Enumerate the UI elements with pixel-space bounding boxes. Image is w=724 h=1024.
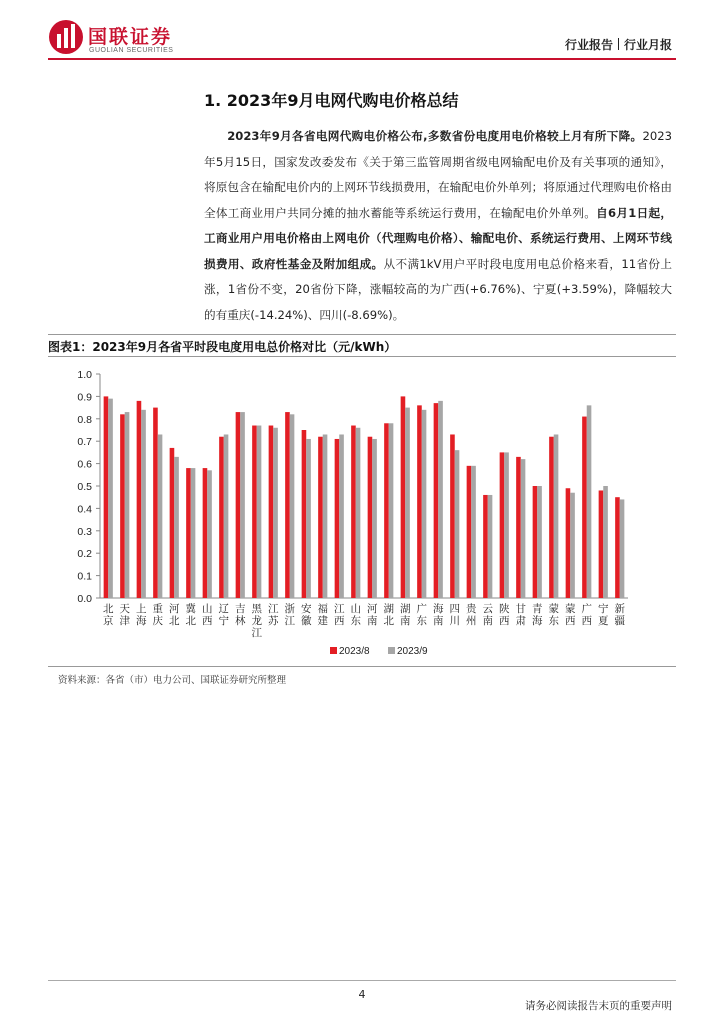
y-tick-label: 0.7 — [77, 436, 92, 449]
logo-mark-icon — [48, 18, 84, 56]
svg-text:苏: 苏 — [268, 615, 279, 627]
bar-sep — [306, 439, 311, 598]
svg-text:冀: 冀 — [185, 603, 196, 615]
footer-disclaimer: 请务必阅读报告末页的重要声明 — [525, 1000, 672, 1012]
y-tick-label: 0.0 — [77, 593, 92, 605]
svg-text:州: 州 — [466, 615, 477, 627]
bar-aug — [137, 401, 142, 598]
bar-sep — [603, 486, 608, 598]
x-tick-label — [400, 602, 411, 627]
svg-text:四: 四 — [449, 603, 460, 615]
svg-text:海: 海 — [136, 615, 147, 627]
svg-text:西: 西 — [581, 615, 592, 627]
legend-label: 2023/9 — [397, 646, 428, 657]
legend-swatch — [388, 647, 395, 654]
x-tick-label — [615, 603, 626, 627]
x-tick-label — [186, 602, 197, 627]
x-tick-label — [334, 603, 345, 627]
svg-text:南: 南 — [482, 615, 493, 627]
bar-sep — [455, 450, 460, 598]
bar-sep — [587, 405, 592, 598]
svg-text:江: 江 — [334, 603, 345, 615]
figure-title-rule — [48, 356, 676, 357]
figure-top-rule — [48, 334, 676, 335]
bar-aug — [417, 405, 422, 598]
svg-text:湖: 湖 — [383, 603, 394, 615]
x-tick-label — [268, 603, 279, 627]
bar-sep — [240, 412, 245, 598]
bar-aug — [153, 408, 158, 598]
bar-sep — [125, 412, 130, 598]
svg-text:建: 建 — [317, 615, 328, 627]
body-text-2: 从不满1kV用户平时段电度用电总价格来看，11省份上涨，1省份不变，20省份下降，涨幅较高的为广西(+6.76%)、宁夏(+3.59%)，降幅较大的有重庆(-14.24%)、四川(-8.69%)。 — [204, 256, 672, 322]
x-tick-label — [103, 603, 114, 627]
x-tick-label — [301, 602, 312, 627]
x-tick-label — [169, 603, 180, 627]
x-tick-label — [318, 602, 329, 627]
bar-sep — [471, 466, 476, 598]
x-tick-label — [433, 602, 444, 627]
svg-text:山: 山 — [202, 603, 213, 615]
svg-text:海: 海 — [433, 603, 444, 615]
svg-text:津: 津 — [119, 615, 130, 627]
svg-text:新: 新 — [614, 603, 625, 615]
bar-aug — [467, 466, 472, 598]
figure-source: 资料来源：各省（市）电力公司、国联证券研究所整理 — [58, 675, 287, 686]
bar-sep — [273, 428, 278, 598]
x-tick-label — [120, 603, 131, 627]
bar-sep — [372, 439, 377, 598]
svg-text:辽: 辽 — [218, 603, 229, 615]
bar-aug — [549, 437, 554, 598]
svg-text:夏: 夏 — [598, 615, 609, 627]
figure-bottom-rule — [48, 666, 676, 667]
body-text-1: 2023年5月15日，国家发改委发布《关于第三监管周期省级电网输配电价及有关事项的通知》，将原包含在输配电价内的上网环节线损费用，在输配电价外单列；将原通过代理购电价格由全体工商业用户共同分摊的抽水蓄能等系统运行费用，在输配电价外单列。 — [204, 129, 672, 220]
bar-sep — [570, 493, 575, 598]
bar-sep — [108, 399, 113, 598]
bar-sep — [158, 434, 163, 598]
page-number: 4 — [358, 988, 366, 1001]
svg-text:南: 南 — [433, 615, 444, 627]
x-tick-label — [516, 602, 527, 627]
x-tick-label — [598, 602, 609, 627]
x-tick-label — [450, 603, 461, 627]
bar-sep — [207, 470, 212, 598]
header-divider — [48, 58, 676, 60]
bar-sep — [554, 434, 559, 598]
bar-aug — [203, 468, 208, 598]
bar-aug — [368, 437, 373, 598]
svg-text:天: 天 — [119, 603, 130, 615]
footer-divider — [48, 980, 676, 981]
legend-swatch — [330, 647, 337, 654]
svg-text:南: 南 — [367, 615, 378, 627]
svg-text:西: 西 — [565, 615, 576, 627]
bold-sentence: 自6月1日起，工商业用户用电价格由上网电价（代理购电价格）、输配电价、系统运行费用、上网环节线损费用、政府性基金及附加组成。 — [204, 205, 672, 271]
svg-text:蒙: 蒙 — [565, 603, 576, 615]
bar-aug — [170, 448, 175, 598]
svg-text:湖: 湖 — [400, 603, 411, 615]
y-tick-label: 0.8 — [77, 413, 92, 426]
svg-text:肃: 肃 — [515, 615, 526, 627]
bar-sep — [537, 486, 542, 598]
x-tick-label — [351, 602, 362, 627]
bar-aug — [335, 439, 340, 598]
bar-sep — [339, 434, 344, 598]
bar-sep — [224, 434, 229, 598]
bar-aug — [186, 468, 191, 598]
x-tick-label — [582, 602, 593, 627]
svg-text:川: 川 — [449, 615, 460, 627]
bar-sep — [620, 499, 625, 598]
svg-text:京: 京 — [103, 615, 114, 627]
x-tick-label — [417, 602, 428, 627]
x-tick-label — [483, 603, 494, 627]
section-title: 1. 2023年9月电网代购电价格总结 — [204, 91, 459, 110]
bar-sep — [174, 457, 179, 598]
bar-aug — [120, 414, 125, 598]
bar-aug — [252, 426, 257, 598]
logo-text-cn: 国联证券 — [88, 26, 173, 48]
svg-text:江: 江 — [284, 615, 295, 627]
bar-aug — [533, 486, 538, 598]
bar-aug — [401, 396, 406, 598]
svg-text:江: 江 — [251, 627, 262, 639]
bar-aug — [302, 430, 307, 598]
lead-sentence: 2023年9月各省电网代购电价格公布,多数省份电度用电价格较上月有所下降。 — [227, 129, 643, 143]
bar-sep — [521, 459, 526, 598]
x-tick-label — [549, 602, 560, 627]
svg-text:广: 广 — [581, 603, 592, 615]
svg-text:西: 西 — [334, 615, 345, 627]
brand-logo — [48, 18, 198, 58]
bar-aug — [285, 412, 290, 598]
bar-aug — [351, 426, 356, 598]
bar-sep — [290, 414, 295, 598]
svg-text:宁: 宁 — [598, 603, 609, 615]
y-tick-label: 1.0 — [77, 369, 92, 381]
svg-text:龙: 龙 — [251, 615, 262, 627]
bar-aug — [582, 417, 587, 598]
x-tick-label — [153, 602, 164, 627]
x-tick-label — [219, 603, 230, 627]
svg-text:林: 林 — [235, 615, 246, 627]
x-tick-label — [565, 602, 576, 627]
svg-text:云: 云 — [482, 603, 493, 615]
x-tick-label — [285, 602, 296, 627]
x-tick-label — [202, 602, 213, 627]
bar-sep — [141, 410, 146, 598]
svg-text:东: 东 — [416, 615, 427, 627]
svg-text:重: 重 — [152, 603, 163, 615]
svg-text:江: 江 — [268, 603, 279, 615]
svg-text:河: 河 — [169, 603, 180, 615]
svg-text:南: 南 — [400, 615, 411, 627]
figure-title: 图表1：2023年9月各省平时段电度用电总价格对比（元/kWh） — [48, 340, 397, 354]
price-bar-chart — [48, 360, 676, 665]
y-tick-label: 0.1 — [77, 570, 92, 583]
svg-text:徽: 徽 — [301, 615, 312, 627]
svg-text:贵: 贵 — [466, 603, 477, 615]
bar-aug — [450, 434, 455, 598]
x-tick-label — [499, 602, 510, 627]
x-tick-label — [235, 602, 246, 627]
category-divider — [618, 38, 619, 50]
bar-aug — [318, 437, 323, 598]
svg-text:北: 北 — [185, 615, 196, 627]
bar-aug — [434, 403, 439, 598]
bar-sep — [257, 426, 262, 598]
svg-text:疆: 疆 — [614, 615, 625, 627]
x-tick-label — [532, 602, 543, 627]
y-tick-label: 0.4 — [77, 503, 92, 516]
bar-sep — [422, 410, 427, 598]
svg-text:蒙: 蒙 — [548, 603, 559, 615]
svg-text:河: 河 — [367, 603, 378, 615]
svg-text:宁: 宁 — [218, 615, 229, 627]
svg-text:福: 福 — [317, 603, 328, 615]
logo-text-en: GUOLIAN SECURITIES — [89, 47, 174, 54]
bar-sep — [488, 495, 493, 598]
svg-text:庆: 庆 — [152, 615, 163, 627]
bar-sep — [405, 408, 410, 598]
bar-aug — [500, 452, 505, 598]
body-paragraph — [204, 124, 672, 328]
svg-text:海: 海 — [532, 615, 543, 627]
y-tick-label: 0.2 — [77, 548, 92, 561]
svg-text:西: 西 — [202, 615, 213, 627]
svg-text:吉: 吉 — [235, 603, 246, 615]
bar-sep — [191, 468, 196, 598]
bar-aug — [599, 490, 604, 598]
x-tick-label — [252, 603, 263, 639]
svg-text:浙: 浙 — [284, 603, 295, 615]
bar-aug — [104, 396, 109, 598]
y-tick-label: 0.9 — [77, 391, 92, 404]
bar-aug — [219, 437, 224, 598]
svg-text:广: 广 — [416, 603, 427, 615]
y-tick-label: 0.6 — [77, 458, 92, 471]
subcategory-label: 行业月报 — [623, 38, 672, 52]
x-tick-label — [136, 602, 147, 627]
svg-text:东: 东 — [350, 615, 361, 627]
bar-sep — [438, 401, 443, 598]
bar-sep — [323, 434, 328, 598]
svg-text:东: 东 — [548, 615, 559, 627]
y-tick-label: 0.3 — [77, 525, 92, 538]
bar-aug — [566, 488, 571, 598]
bar-aug — [236, 412, 241, 598]
bar-aug — [384, 423, 389, 598]
report-category — [565, 36, 672, 53]
y-tick-label: 0.5 — [77, 481, 92, 493]
svg-text:西: 西 — [499, 615, 510, 627]
bar-sep — [504, 452, 509, 598]
svg-text:上: 上 — [136, 603, 147, 615]
svg-text:北: 北 — [169, 615, 180, 627]
svg-text:甘: 甘 — [515, 603, 526, 615]
bar-sep — [356, 428, 361, 598]
svg-text:北: 北 — [103, 603, 114, 615]
bar-aug — [516, 457, 521, 598]
bar-aug — [483, 495, 488, 598]
svg-text:北: 北 — [383, 615, 394, 627]
x-tick-label — [466, 602, 478, 627]
x-tick-label — [384, 602, 395, 627]
svg-text:山: 山 — [350, 603, 361, 615]
x-tick-label — [367, 603, 378, 627]
legend-label: 2023/8 — [339, 646, 370, 657]
category-label: 行业报告 — [564, 38, 613, 52]
svg-text:安: 安 — [301, 603, 312, 615]
bar-aug — [615, 497, 620, 598]
bar-sep — [389, 423, 394, 598]
svg-text:黑: 黑 — [251, 603, 262, 615]
svg-text:青: 青 — [532, 603, 543, 615]
svg-text:陕: 陕 — [499, 603, 510, 615]
bar-aug — [269, 426, 274, 598]
